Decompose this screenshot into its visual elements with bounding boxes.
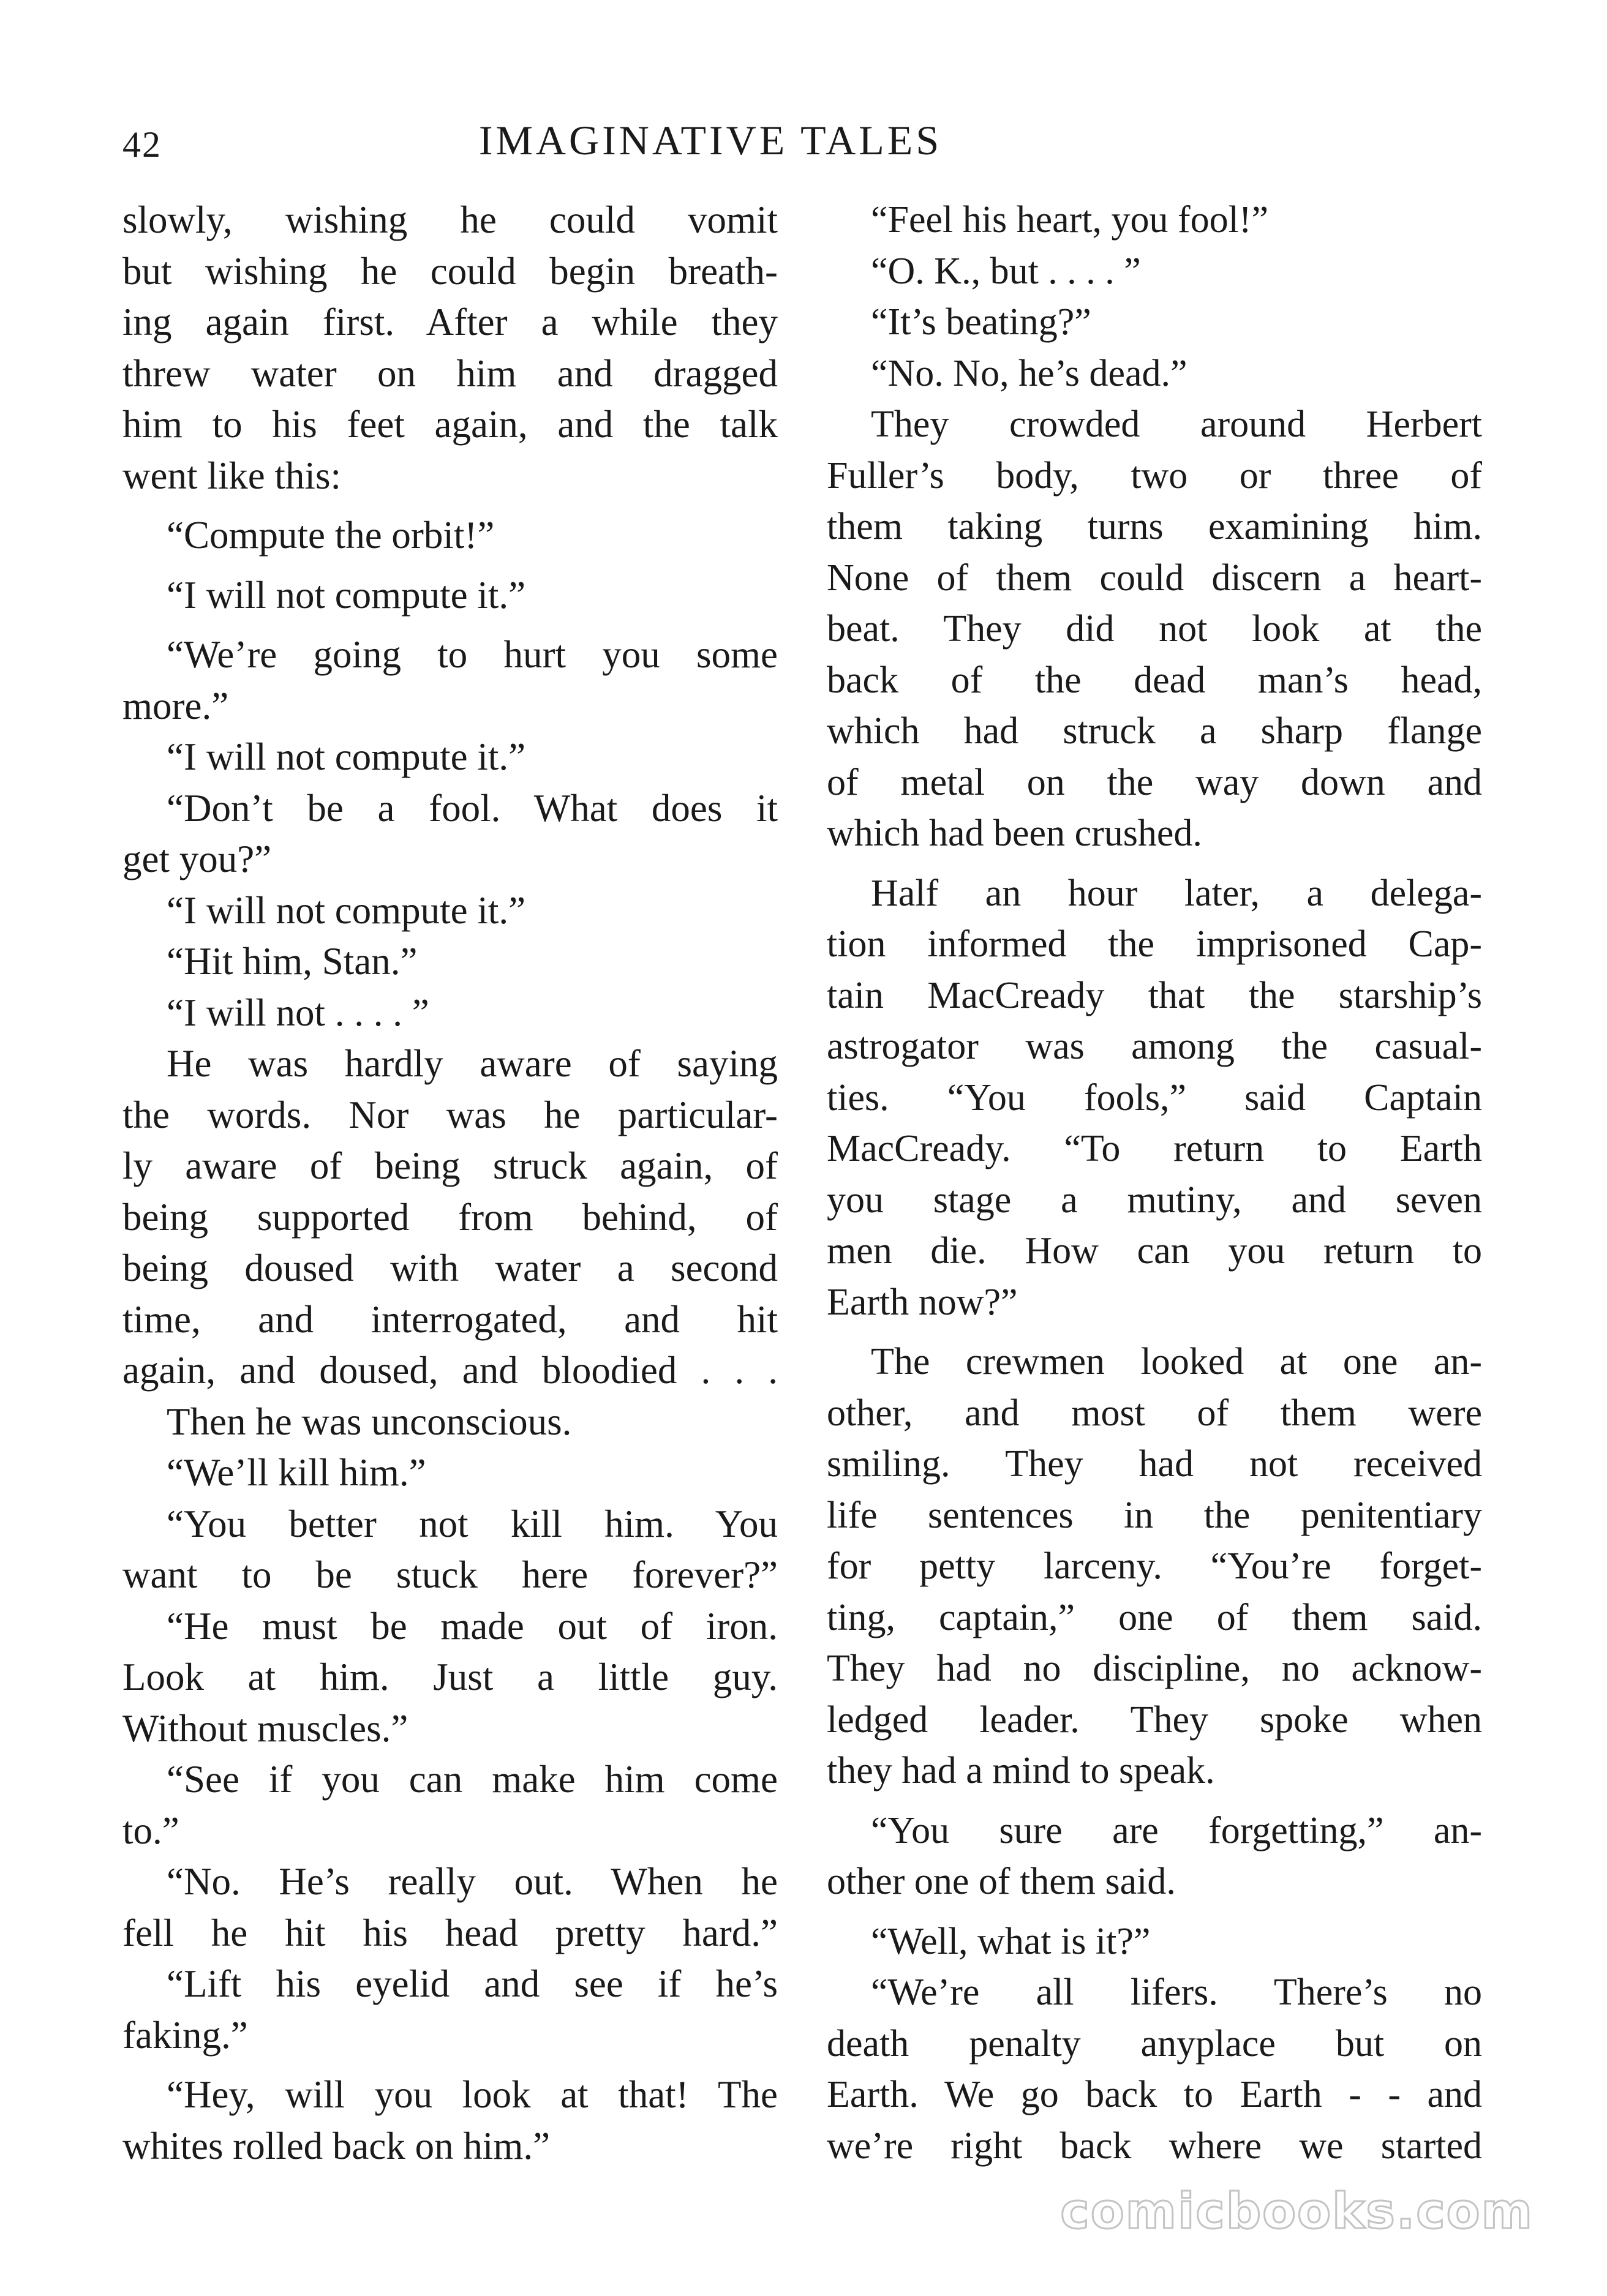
- text-line: “See if you can make him come: [167, 1758, 778, 1801]
- running-title: IMAGINATIVE TALES: [478, 117, 943, 163]
- text-line: astrogator was among the casual-: [827, 1026, 1482, 1067]
- text-line: “You better not kill him. You: [167, 1502, 778, 1545]
- text-line: them taking turns examining him.: [827, 506, 1482, 547]
- text-line: Without muscles.”: [122, 1706, 408, 1750]
- text-line: ties. “You fools,” said Captain: [827, 1076, 1482, 1119]
- text-line: being doused with water a second: [122, 1247, 778, 1289]
- text-line: They crowded around Herbert: [871, 403, 1482, 445]
- text-line: Then he was unconscious.: [167, 1400, 572, 1443]
- text-line: faking.”: [122, 2013, 248, 2057]
- text-line: “Hey, will you look at that! The: [167, 2073, 778, 2116]
- text-line: back of the dead man’s head,: [827, 659, 1482, 701]
- text-line: life sentences in the penitentiary: [827, 1494, 1482, 1536]
- text-line: Half an hour later, a delega-: [871, 872, 1482, 914]
- text-line: “I will not compute it.”: [167, 573, 526, 617]
- text-line: “Lift his eyelid and see if he’s: [167, 1962, 778, 2005]
- text-line: tion informed the imprisoned Cap-: [827, 923, 1482, 965]
- text-line: “Feel his heart, you fool!”: [871, 199, 1269, 241]
- text-line: to.”: [122, 1809, 179, 1852]
- text-line: more.”: [122, 684, 229, 727]
- text-line: “It’s beating?”: [871, 301, 1091, 343]
- text-line: Fuller’s body, two or three of: [827, 454, 1482, 497]
- text-line: we’re right back where we started: [827, 2125, 1482, 2167]
- text-line: “Well, what is it?”: [871, 1920, 1151, 1962]
- text-line: time, and interrogated, and hit: [122, 1297, 778, 1341]
- text-line: which had been crushed.: [827, 812, 1202, 854]
- text-line: men die. How can you return to: [827, 1230, 1482, 1272]
- text-line: whites rolled back on him.”: [122, 2124, 551, 2167]
- text-line: death penalty anyplace but on: [827, 2022, 1482, 2065]
- text-line: “Don’t be a fool. What does it: [167, 786, 778, 830]
- text-line: ledged leader. They spoke when: [827, 1698, 1482, 1741]
- text-line: “I will not . . . . ”: [167, 991, 429, 1034]
- text-line: him to his feet again, and the talk: [122, 403, 778, 446]
- text-line: tain MacCready that the starship’s: [827, 974, 1482, 1016]
- text-line: get you?”: [122, 838, 272, 880]
- text-line: being supported from behind, of: [122, 1195, 778, 1239]
- text-line: “We’re all lifers. There’s no: [871, 1971, 1482, 2013]
- text-line: None of them could discern a heart-: [827, 557, 1482, 599]
- text-line: Earth now?”: [827, 1281, 1018, 1323]
- text-line: again, and doused, and bloodied . . .: [122, 1349, 778, 1392]
- text-line: of metal on the way down and: [827, 761, 1482, 803]
- text-line: “We’re going to hurt you some: [167, 633, 778, 676]
- text-line: “Compute the orbit!”: [167, 514, 495, 557]
- text-line: “I will not compute it.”: [167, 735, 526, 778]
- text-line: ing again first. After a while they: [122, 301, 778, 343]
- left-text-column: [122, 195, 778, 2172]
- text-line: but wishing he could begin breath-: [122, 249, 778, 293]
- text-line: fell he hit his head pretty hard.”: [122, 1911, 778, 1954]
- text-line: “We’ll kill him.”: [167, 1451, 426, 1494]
- text-line: “You sure are forgetting,” an-: [871, 1809, 1482, 1851]
- text-line: “He must be made out of iron.: [167, 1604, 778, 1648]
- text-line: ting, captain,” one of them said.: [827, 1596, 1482, 1638]
- text-line: “No. No, he’s dead.”: [871, 352, 1187, 394]
- text-line: you stage a mutiny, and seven: [827, 1179, 1482, 1221]
- text-line: slowly, wishing he could vomit: [122, 198, 778, 241]
- text-line: “O. K., but . . . . ”: [871, 250, 1141, 292]
- text-line: which had struck a sharp flange: [827, 710, 1482, 752]
- text-line: Look at him. Just a little guy.: [122, 1656, 778, 1698]
- text-line: “Hit him, Stan.”: [167, 940, 418, 983]
- text-line: He was hardly aware of saying: [167, 1042, 778, 1085]
- text-line: smiling. They had not received: [827, 1443, 1482, 1485]
- text-line: the words. Nor was he particular-: [122, 1093, 778, 1136]
- text-line: “I will not compute it.”: [167, 888, 526, 932]
- text-line: they had a mind to speak.: [827, 1750, 1215, 1791]
- page-header: [122, 116, 1298, 178]
- text-line: other one of them said.: [827, 1861, 1176, 1902]
- text-line: ly aware of being struck again, of: [122, 1144, 778, 1187]
- text-line: They had no discipline, no acknow-: [827, 1648, 1482, 1689]
- text-line: MacCready. “To return to Earth: [827, 1128, 1482, 1169]
- text-line: want to be stuck here forever?”: [122, 1553, 778, 1596]
- text-line: for petty larceny. “You’re forget-: [827, 1545, 1482, 1587]
- text-line: other, and most of them were: [827, 1392, 1482, 1434]
- text-line: threw water on him and dragged: [122, 351, 778, 395]
- page-number: 42: [122, 124, 162, 165]
- text-line: went like this:: [122, 454, 341, 497]
- text-line: Earth. We go back to Earth - - and: [827, 2074, 1482, 2115]
- site-watermark: comicbooks.com: [1060, 2183, 1534, 2240]
- text-line: “No. He’s really out. When he: [167, 1860, 778, 1903]
- text-line: The crewmen looked at one an-: [871, 1341, 1482, 1382]
- right-text-column: [827, 195, 1482, 2172]
- text-line: beat. They did not look at the: [827, 608, 1482, 650]
